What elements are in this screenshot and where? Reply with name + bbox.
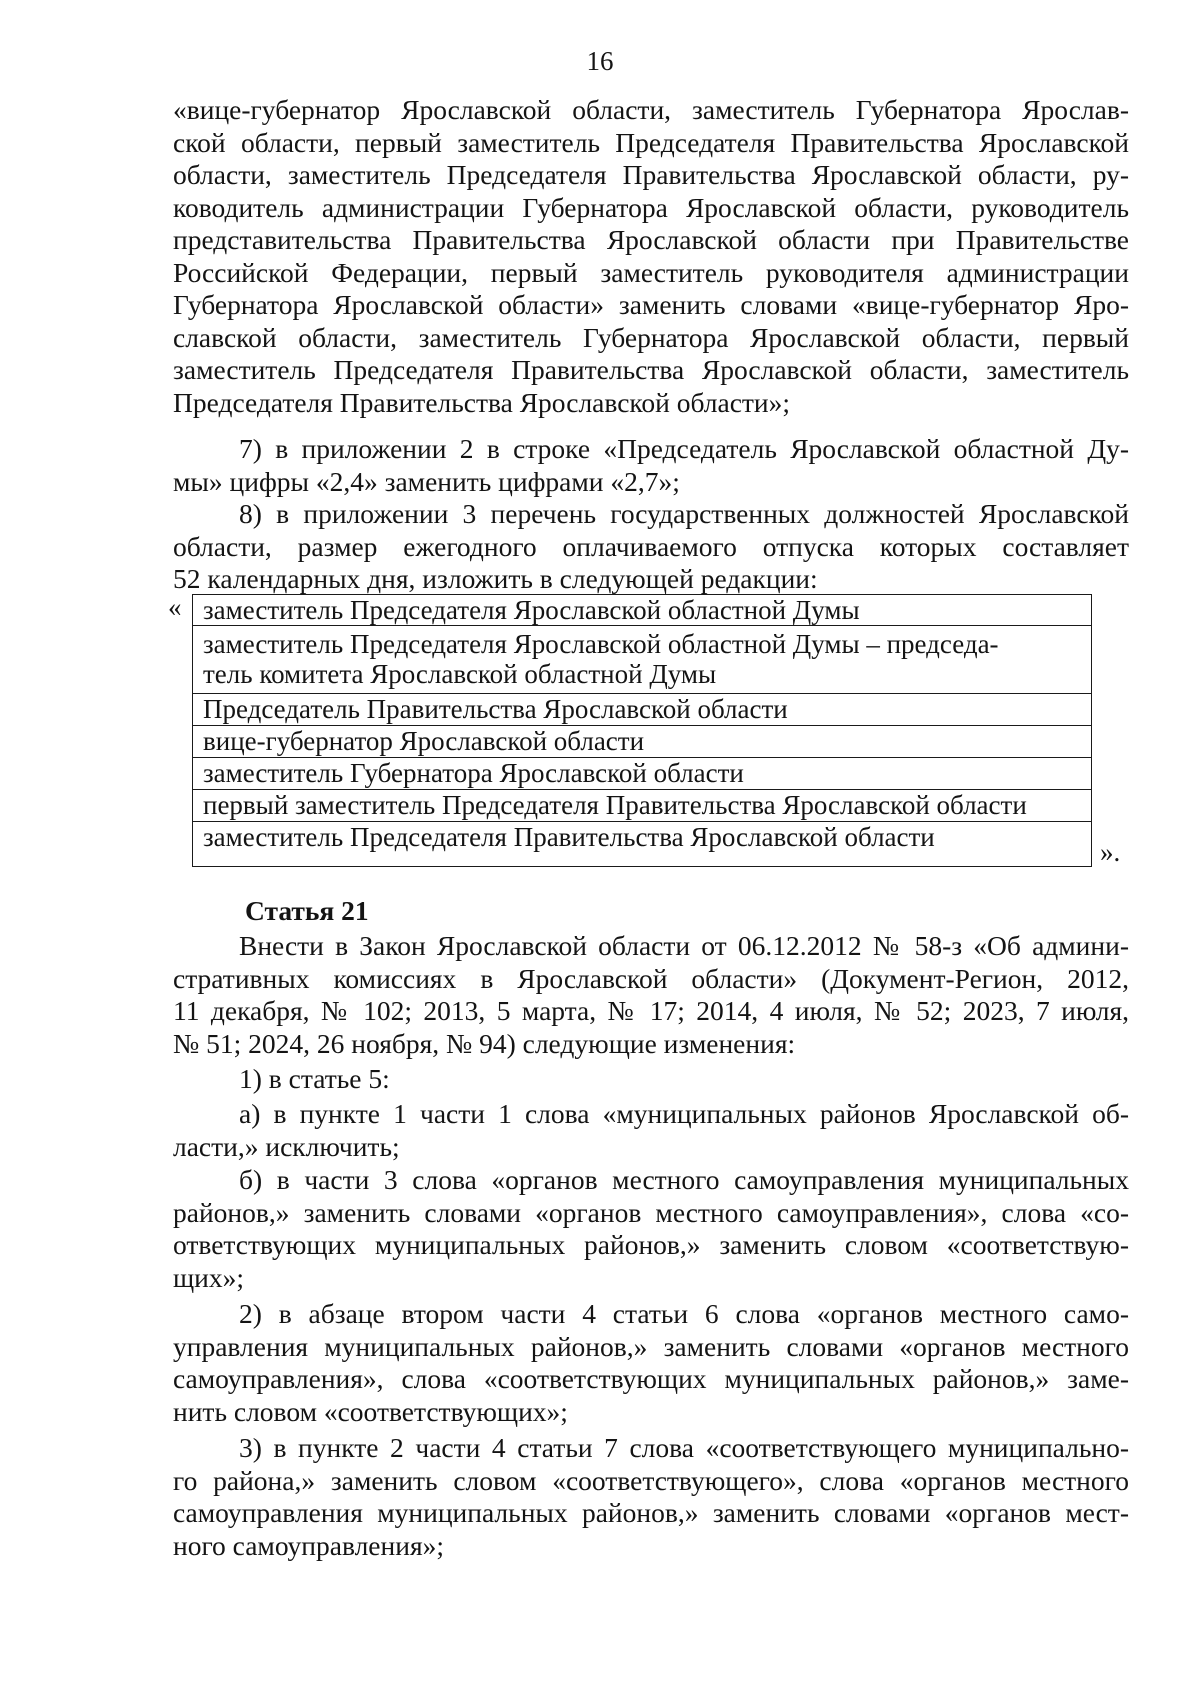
- table-cell: [193, 790, 1092, 822]
- text-line: самоуправления», слова «соответствующих муниципальных районов,» заме-: [173, 1363, 1129, 1394]
- text-line: 8) в приложении 3 перечень государственных должностей Ярославской: [239, 498, 1129, 529]
- table-row: [193, 626, 1092, 694]
- text-line: а) в пункте 1 части 1 слова «муниципальных районов Ярославской об-: [239, 1098, 1129, 1129]
- table-cell: [193, 758, 1092, 790]
- cell-text: заместитель Председателя Правительства Ярославской области: [203, 822, 935, 852]
- item-1b-paragraph: [173, 1164, 1129, 1294]
- table-open-quote: «: [168, 592, 182, 622]
- text-line: мы» цифры «2,4» заменить цифрами «2,7»;: [173, 465, 680, 497]
- text-line: го района,» заменить словом «соответствующего», слова «органов местного: [173, 1464, 1129, 1496]
- page-number: 16: [586, 46, 614, 76]
- table-row: [193, 790, 1092, 822]
- text-line: ответствующих муниципальных районов,» заменить словом «соответствую-: [173, 1229, 1129, 1260]
- text-line: славской области, заместитель Губернатора Ярославской области, первый: [173, 321, 1129, 353]
- cell-text: Председатель Правительства Ярославской области: [203, 694, 788, 724]
- item-2-paragraph: [173, 1298, 1129, 1428]
- table-cell: [193, 822, 1092, 867]
- text-line: 7) в приложении 2 в строке «Председатель Ярославской областной Ду-: [239, 433, 1129, 464]
- text-line: представительства Правительства Ярославской области при Правительстве: [173, 224, 1129, 255]
- text-line: Внести в Закон Ярославской области от 06.12.2012 № 58-з «Об админи-: [239, 930, 1129, 961]
- positions-table: [192, 594, 1092, 867]
- text-line: «вице-губернатор Ярославской области, заместитель Губернатора Ярослав-: [173, 94, 1129, 125]
- item-3-paragraph: [173, 1432, 1129, 1562]
- table-cell: [193, 694, 1092, 726]
- text-line: районов,» заменить словами «органов местного самоуправления», слова «со-: [173, 1196, 1129, 1228]
- text-line: заместитель Председателя Правительства Ярославской области, заместитель: [173, 354, 1129, 385]
- table-cell: [193, 726, 1092, 758]
- table-row: [193, 694, 1092, 726]
- cell-text: вице-губернатор Ярославской области: [203, 726, 645, 756]
- table-cell: [193, 595, 1092, 626]
- text-line: ской области, первый заместитель Председателя Правительства Ярославской: [173, 126, 1129, 158]
- text-line: ководитель администрации Губернатора Ярославской области, руководитель: [173, 191, 1129, 223]
- cell-text: заместитель Председателя Ярославской областной Думы – председа-: [203, 629, 999, 659]
- text-line: Председателя Правительства Ярославской области»;: [173, 386, 791, 418]
- text-line: № 51; 2024, 26 ноября, № 94) следующие изменения:: [173, 1027, 796, 1059]
- text-line: 52 календарных дня, изложить в следующей редакции:: [173, 563, 818, 594]
- text-line: 11 декабря, № 102; 2013, 5 марта, № 17; 2014, 4 июля, № 52; 2023, 7 июля,: [173, 995, 1129, 1026]
- cell-text: заместитель Председателя Ярославской областной Думы: [203, 595, 860, 625]
- text-line: области, размер ежегодного оплачиваемого отпуска которых составляет: [173, 530, 1129, 562]
- text-line: Губернатора Ярославской области» заменить словами «вице-губернатор Яро-: [173, 289, 1129, 320]
- text-line: б) в части 3 слова «органов местного самоуправления муниципальных: [239, 1164, 1129, 1195]
- cell-text: тель комитета Ярославской областной Думы: [203, 659, 717, 689]
- text-line: Российской Федерации, первый заместитель руководителя администрации: [173, 256, 1129, 288]
- article-heading: Статья 21: [245, 895, 369, 926]
- text-line: стративных комиссиях в Ярославской области» (Документ-Регион, 2012,: [173, 962, 1129, 994]
- table-close-quote: ».: [1100, 837, 1121, 867]
- text-line: самоуправления муниципальных районов,» заменить словами «органов мест-: [173, 1497, 1129, 1528]
- table-row: [193, 758, 1092, 790]
- text-line: области, заместитель Председателя Правительства Ярославской области, ру-: [173, 159, 1129, 190]
- table-row: [193, 726, 1092, 758]
- continuation-paragraph: [173, 94, 1129, 419]
- text-line: нить словом «соответствующих»;: [173, 1395, 568, 1427]
- item-1-paragraph: [173, 1063, 1129, 1096]
- text-line: щих»;: [173, 1261, 245, 1293]
- text-line: 3) в пункте 2 части 4 статьи 7 слова «соответствующего муниципально-: [239, 1432, 1129, 1463]
- table-row: [193, 822, 1092, 867]
- text-line: управления муниципальных районов,» заменить словами «органов местного: [173, 1330, 1129, 1362]
- text-line: ного самоуправления»;: [173, 1529, 444, 1561]
- text-line: 2) в абзаце втором части 4 статьи 6 слова «органов местного само-: [239, 1298, 1129, 1329]
- item-7-paragraph: [173, 433, 1129, 498]
- text-line: ласти,» исключить;: [173, 1130, 400, 1162]
- item-1a-paragraph: [173, 1098, 1129, 1163]
- table-cell: [193, 626, 1092, 694]
- cell-text: заместитель Губернатора Ярославской области: [203, 758, 744, 788]
- text-line: 1) в статье 5:: [239, 1063, 390, 1094]
- table-row: [193, 595, 1092, 626]
- item-8-paragraph: [173, 498, 1129, 596]
- article-intro-paragraph: [173, 930, 1129, 1060]
- cell-text: первый заместитель Председателя Правительства Ярославской области: [203, 790, 1027, 820]
